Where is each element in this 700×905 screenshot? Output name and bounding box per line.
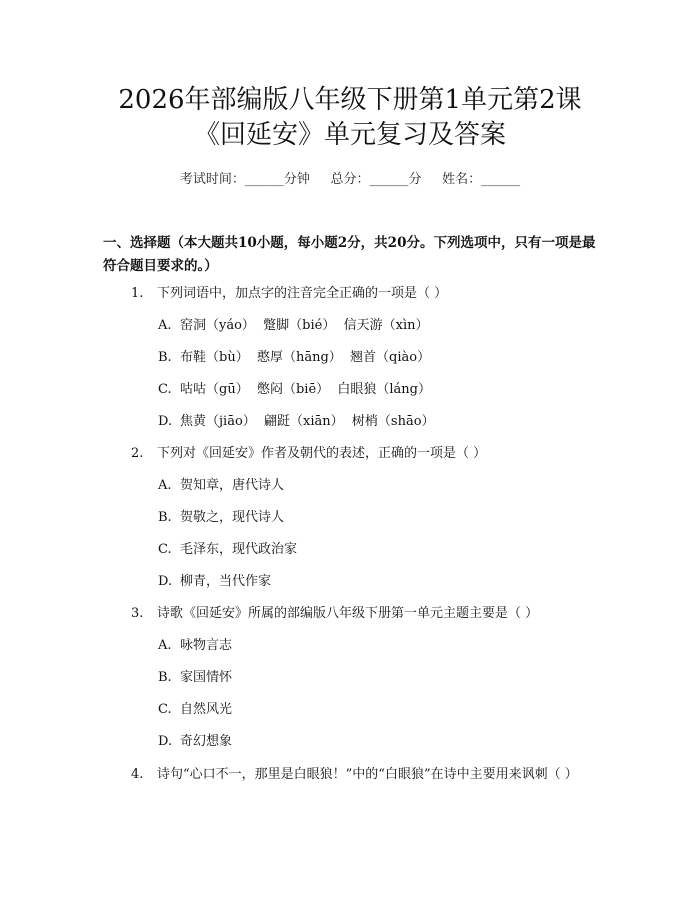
- question-3-option-c[interactable]: [158, 698, 232, 717]
- question-number: 2.: [131, 446, 144, 461]
- question-1: [131, 282, 447, 301]
- question-2-option-a[interactable]: [158, 474, 284, 493]
- option-text: 毛泽东，现代政治家: [180, 542, 298, 557]
- question-number: 3.: [131, 606, 144, 621]
- option-text: 贺敬之，现代诗人: [180, 510, 285, 525]
- option-text: 窑洞（yáo） 蹩脚（bié） 信天游（xìn）: [180, 318, 429, 333]
- option-text: 家国情怀: [180, 670, 233, 685]
- question-2-option-d[interactable]: [158, 570, 271, 589]
- option-label: A.: [158, 638, 172, 653]
- option-text: 自然风光: [180, 702, 233, 717]
- question-2-option-c[interactable]: [158, 538, 297, 557]
- question-3: [131, 602, 538, 621]
- exam-info-line: 考试时间：______分钟 总分：______分 姓名：______: [179, 172, 521, 187]
- question-text: 诗歌《回延安》所属的部编版八年级下册第一单元主题主要是（ ）: [157, 606, 539, 621]
- question-3-option-d[interactable]: [158, 730, 232, 749]
- option-label: C.: [158, 542, 172, 557]
- option-label: B.: [158, 350, 172, 365]
- section-heading-multiple-choice: 一、选择题（本大题共10小题，每小题2分，共20分。下列选项中，只有一项是最符合题目要求的。）: [103, 235, 596, 274]
- option-text: 奇幻想象: [180, 734, 233, 749]
- option-label: D.: [158, 734, 173, 749]
- option-text: 咕咕（gū） 憋闷（biē） 白眼狼（láng）: [180, 382, 431, 397]
- option-label: A.: [158, 318, 172, 333]
- option-label: B.: [158, 670, 172, 685]
- option-text: 布鞋（bù） 憨厚（hāng） 翘首（qiào）: [180, 350, 431, 365]
- option-label: C.: [158, 382, 172, 397]
- question-3-option-b[interactable]: [158, 666, 232, 685]
- question-1-option-c[interactable]: [158, 378, 431, 397]
- question-3-option-a[interactable]: [158, 634, 232, 653]
- document-title-line1: 2026年部编版八年级下册第1单元第2课: [118, 85, 582, 115]
- question-text: 下列对《回延安》作者及朝代的表述，正确的一项是（ ）: [157, 446, 487, 461]
- option-text: 贺知章，唐代诗人: [180, 478, 285, 493]
- option-text: 柳青，当代作家: [180, 574, 272, 589]
- question-number: 1.: [131, 286, 144, 301]
- question-1-option-b[interactable]: [158, 346, 430, 365]
- option-label: C.: [158, 702, 172, 717]
- option-label: D.: [158, 414, 173, 429]
- question-1-option-a[interactable]: [158, 314, 429, 333]
- option-label: D.: [158, 574, 173, 589]
- question-4: [103, 763, 613, 787]
- option-text: 咏物言志: [180, 638, 233, 653]
- option-text: 焦黄（jiāo） 翩跹（xiān） 树梢（shāo）: [180, 414, 435, 429]
- document-title-line2: 《回延安》单元复习及答案: [193, 120, 506, 150]
- question-1-option-d[interactable]: [158, 410, 435, 429]
- question-2-option-b[interactable]: [158, 506, 284, 525]
- question-2: [131, 442, 486, 461]
- question-number: 4.: [131, 767, 144, 782]
- question-text: 下列词语中，加点字的注音完全正确的一项是（ ）: [157, 286, 448, 301]
- question-text: 诗句“心口不一，那里是白眼狼！”中的“白眼狼”在诗中主要用来讽刺（ ）: [157, 767, 578, 782]
- option-label: B.: [158, 510, 172, 525]
- option-label: A.: [158, 478, 172, 493]
